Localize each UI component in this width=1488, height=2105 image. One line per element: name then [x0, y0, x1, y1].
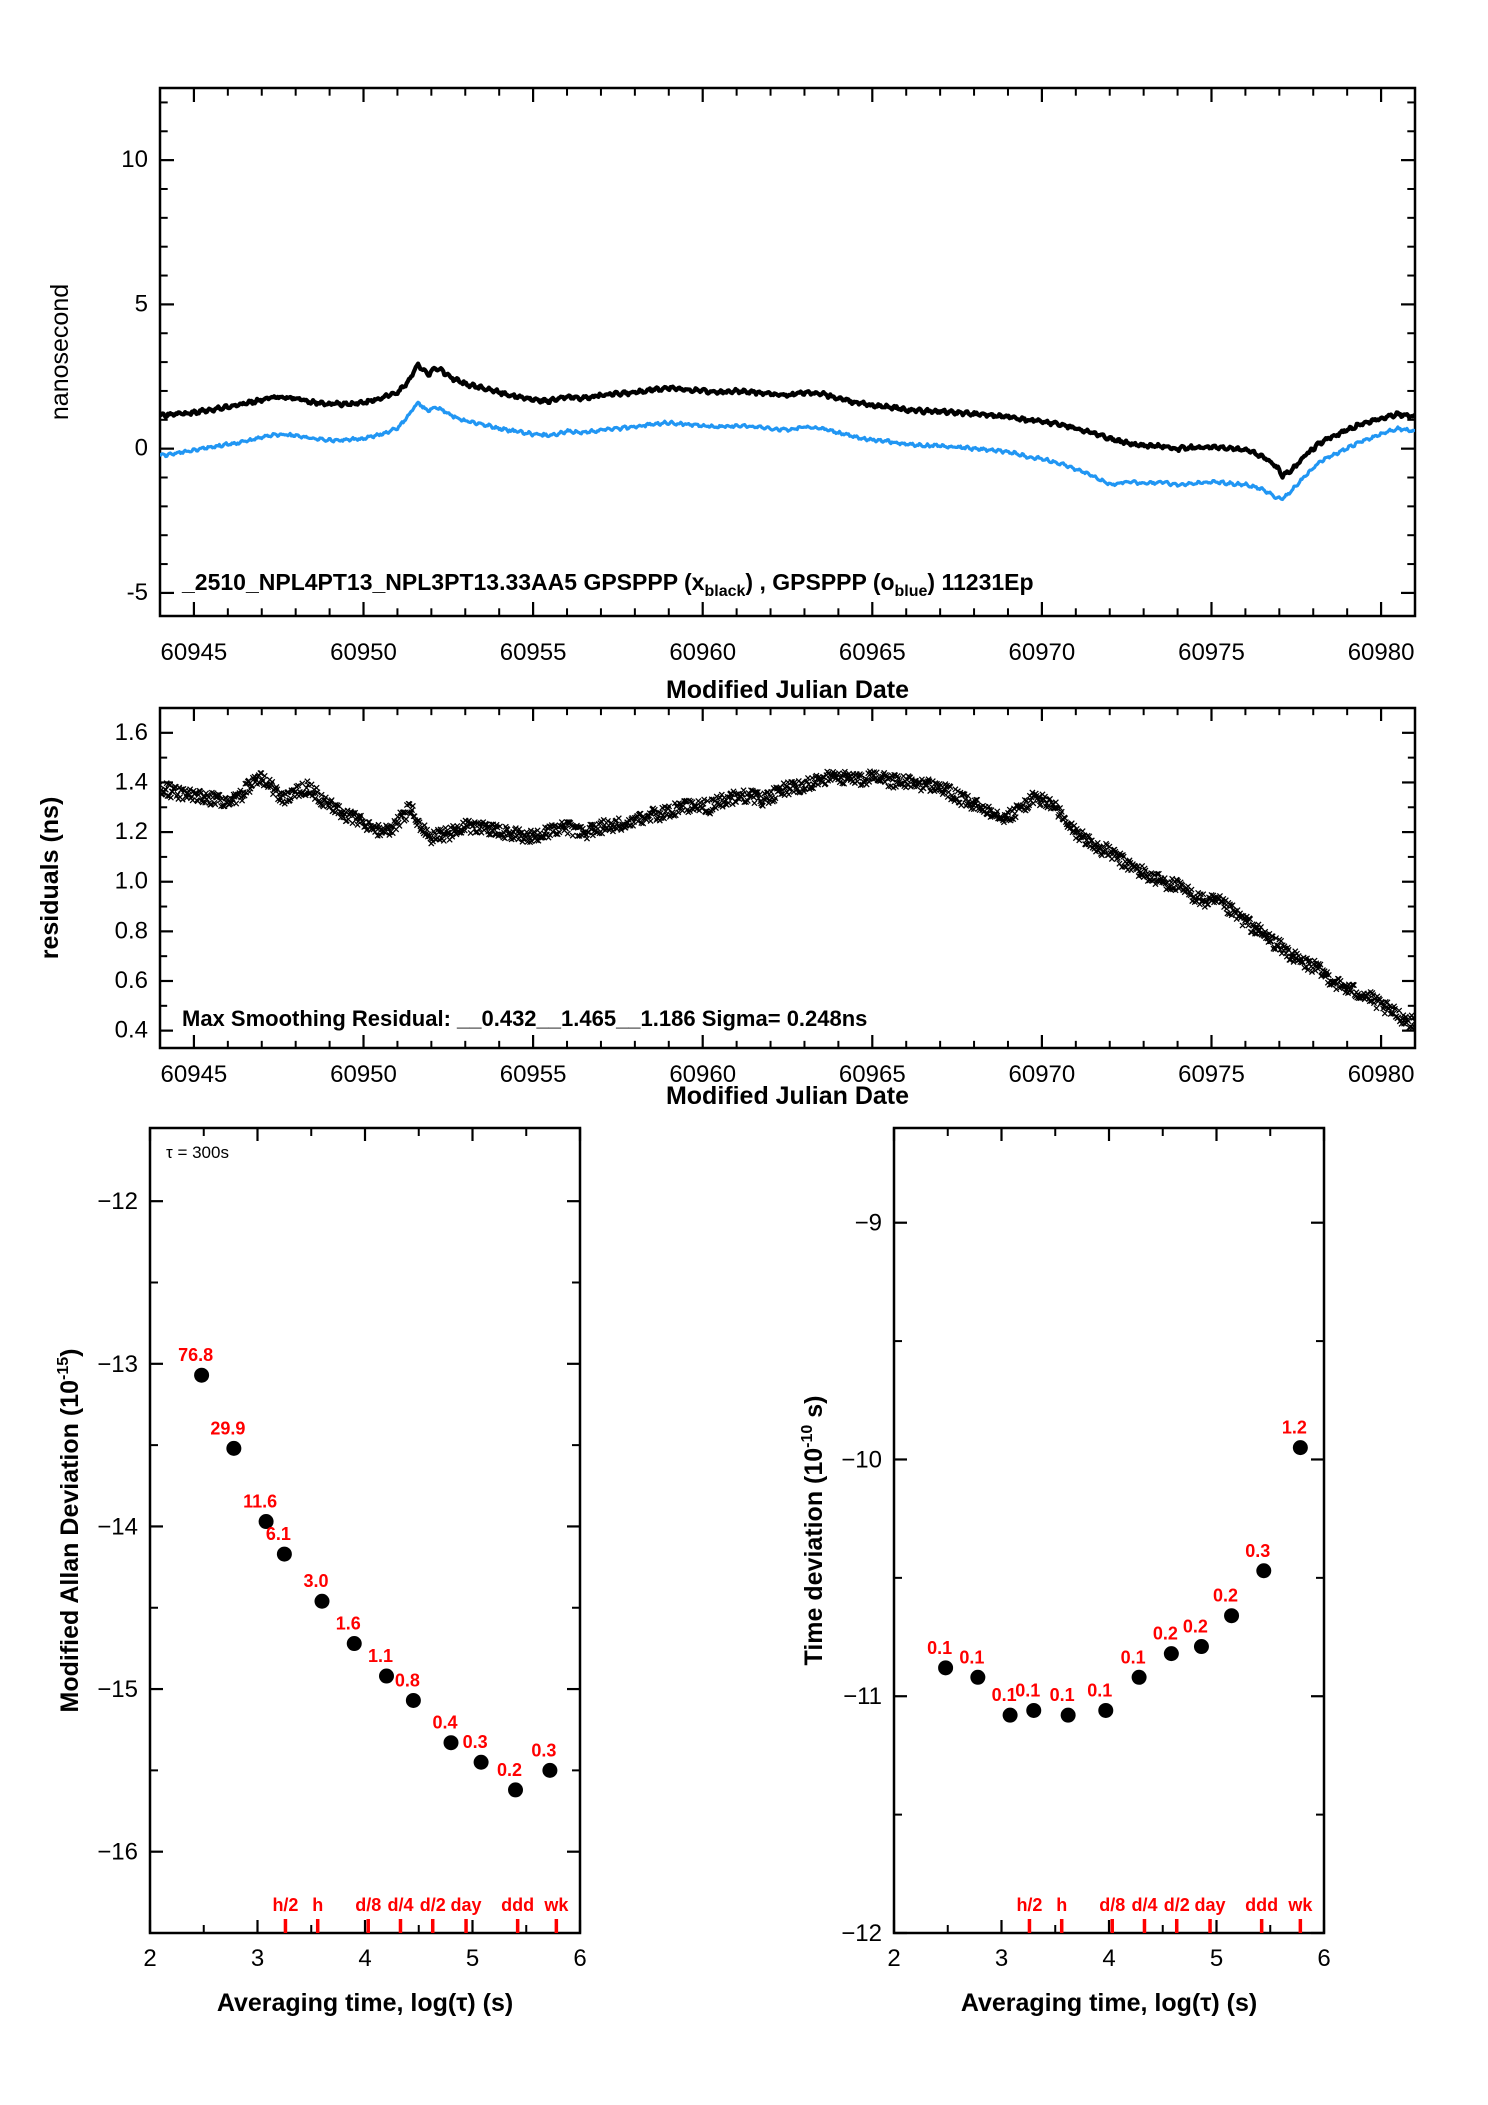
y-tick-label: 0.8	[114, 917, 148, 945]
x-tick-label: 60950	[330, 639, 397, 666]
y-tick-label: −12	[841, 1920, 882, 1947]
y-tick-label: −12	[97, 1188, 138, 1216]
point-label: 0.1	[959, 1647, 985, 1668]
time-marker-label: d/4	[387, 1895, 414, 1915]
y-axis-label: nanosecond	[46, 283, 74, 421]
data-point	[1098, 1703, 1113, 1718]
y-tick-label: −9	[854, 1209, 882, 1237]
y-tick-label: 0.6	[114, 966, 148, 994]
data-point	[1224, 1608, 1239, 1623]
data-point	[1293, 1440, 1308, 1455]
time-marker-label: h	[312, 1895, 324, 1915]
time-marker-label: d/8	[355, 1895, 382, 1915]
y-tick-label: 1.6	[114, 718, 148, 746]
x-tick-label: 60945	[160, 639, 228, 666]
x-tick-label: 5	[1209, 1945, 1224, 1972]
data-point	[406, 1693, 421, 1708]
y-tick-label: 10	[121, 146, 148, 174]
residuals-panel	[0, 690, 1488, 1110]
point-label: 0.3	[1245, 1540, 1271, 1561]
time-marker-label: d/2	[419, 1895, 446, 1915]
y-tick-label: 5	[134, 290, 148, 318]
data-point	[542, 1763, 557, 1778]
data-point	[474, 1755, 489, 1770]
data-point	[277, 1547, 292, 1562]
x-tick-label: 6	[573, 1945, 587, 1972]
data-point	[508, 1782, 523, 1797]
mdev-plot-svg	[0, 1110, 744, 2105]
x-tick-label: 60980	[1347, 639, 1415, 666]
x-tick-label: 60975	[1178, 639, 1245, 666]
point-label: 0.3	[531, 1740, 557, 1761]
time-marker-label: day	[450, 1895, 482, 1915]
data-point	[347, 1636, 362, 1651]
x-axis-label: Modified Julian Date	[665, 676, 910, 700]
x-tick-label: 60960	[669, 1061, 737, 1088]
point-label: 3.0	[303, 1571, 329, 1592]
y-axis-label: residuals (ns)	[36, 796, 64, 960]
y-axis-label	[799, 1396, 828, 1666]
point-label: 1.2	[1281, 1417, 1307, 1438]
plot-frame	[160, 708, 1415, 1048]
time-marker-label: d/2	[1163, 1895, 1190, 1915]
time-marker-label: h	[1056, 1895, 1068, 1915]
time-marker-label: h/2	[272, 1895, 299, 1915]
point-label: 0.2	[1182, 1616, 1208, 1637]
x-axis-label: Averaging time, log(τ) (s)	[960, 1989, 1258, 2017]
point-label: 0.1	[1087, 1680, 1113, 1701]
data-point	[1256, 1563, 1271, 1578]
phase-panel	[0, 0, 1488, 700]
time-marker-label: h/2	[1016, 1895, 1043, 1915]
point-label: 0.2	[496, 1759, 523, 1780]
point-label: 0.1	[1015, 1680, 1041, 1701]
point-label: 6.1	[265, 1524, 291, 1545]
point-label: 1.6	[335, 1613, 361, 1634]
y-tick-label: −11	[843, 1683, 882, 1711]
tdev-panel	[744, 1110, 1488, 2105]
y-tick-label: −16	[97, 1838, 138, 1866]
x-tick-label: 60965	[838, 1061, 906, 1088]
data-point	[194, 1368, 209, 1383]
point-label: 29.9	[210, 1418, 246, 1439]
point-label: 0.1	[1049, 1685, 1075, 1706]
x-tick-label: 5	[465, 1945, 480, 1972]
x-tick-label: 60955	[499, 1061, 567, 1088]
data-point	[226, 1441, 241, 1456]
x-tick-label: 60980	[1347, 1061, 1415, 1088]
x-axis-label: Modified Julian Date	[665, 1082, 910, 1110]
y-tick-label: 0	[134, 434, 148, 462]
data-point	[1194, 1639, 1209, 1654]
x-tick-label: 2	[143, 1945, 157, 1972]
time-marker-label: wk	[544, 1895, 569, 1915]
data-point	[379, 1669, 394, 1684]
x-tick-label: 60965	[838, 639, 906, 666]
y-tick-label: 1.4	[114, 768, 148, 796]
x-tick-label: 60970	[1008, 1061, 1076, 1088]
point-label: 0.3	[462, 1732, 488, 1753]
tau-note: τ = 300s	[166, 1143, 229, 1162]
tdev-plot-svg	[744, 1110, 1488, 2105]
plot-frame	[894, 1128, 1324, 1933]
x-tick-label: 60950	[330, 1061, 397, 1088]
point-label: 0.1	[991, 1685, 1017, 1706]
x-tick-label: 60975	[1178, 1061, 1245, 1088]
x-axis-label: Averaging time, log(τ) (s)	[216, 1989, 514, 2017]
data-point	[315, 1594, 330, 1609]
point-label: 0.2	[1152, 1623, 1178, 1644]
data-point	[1164, 1646, 1179, 1661]
time-marker-label: ddd	[1245, 1895, 1279, 1915]
time-marker-label: day	[1194, 1895, 1226, 1915]
data-point	[1061, 1708, 1076, 1723]
y-tick-label: 1.2	[114, 818, 148, 846]
data-point	[1003, 1708, 1018, 1723]
point-label: 0.1	[1120, 1647, 1146, 1668]
y-tick-label: −15	[97, 1676, 138, 1704]
data-point	[1132, 1670, 1147, 1685]
y-tick-label: -5	[126, 578, 148, 606]
plot-frame	[160, 88, 1415, 616]
x-tick-label: 3	[994, 1945, 1009, 1972]
time-marker-label: ddd	[501, 1895, 535, 1915]
y-tick-label: −13	[97, 1350, 138, 1378]
data-point	[444, 1735, 459, 1750]
mdev-panel	[0, 1110, 744, 2105]
point-label: 11.6	[243, 1491, 278, 1512]
point-label: 76.8	[178, 1345, 214, 1366]
point-label: 1.1	[367, 1646, 394, 1667]
plot-frame	[150, 1128, 580, 1933]
svg-text:Time deviation (10-10 s): Time deviation ($10^{-10}$ s)	[799, 1395, 828, 1666]
x-tick-label: 60955	[499, 639, 567, 666]
x-tick-label: 60960	[669, 639, 737, 666]
data-point	[1026, 1703, 1041, 1718]
y-tick-label: −14	[97, 1513, 138, 1541]
point-label: 0.1	[927, 1637, 953, 1658]
x-tick-label: 4	[358, 1945, 372, 1972]
x-tick-label: 60970	[1008, 639, 1076, 666]
y-tick-label: −10	[841, 1446, 882, 1474]
data-point	[938, 1660, 953, 1675]
point-label: 0.8	[394, 1670, 420, 1691]
time-marker-label: d/4	[1131, 1895, 1158, 1915]
point-label: 0.2	[1213, 1585, 1239, 1606]
x-tick-label: 60945	[160, 1061, 228, 1088]
x-tick-label: 2	[887, 1945, 901, 1972]
phase-annotation: _2510_NPL4PT13_NPL3PT13.33AA5 GPSPPP $(x_{black})$ , GPSPPP $(o_{blue})$ 11231Ep	[182, 569, 1034, 600]
phase-plot-svg	[0, 0, 1488, 700]
point-label: 0.4	[432, 1712, 458, 1733]
x-tick-label: 3	[250, 1945, 265, 1972]
y-axis-label	[55, 1349, 84, 1713]
time-marker-label: wk	[1288, 1895, 1313, 1915]
residuals-plot-svg	[0, 690, 1488, 1110]
residual-annotation: Max Smoothing Residual: __0.432__1.465__1.186 Sigma= 0.248ns	[182, 1006, 868, 1031]
time-marker-label: d/8	[1099, 1895, 1126, 1915]
svg-text:Modified Allan Deviation (10-1: Modified Allan Deviation $(10^{-15})$	[55, 1348, 84, 1713]
y-tick-label: 0.4	[114, 1016, 148, 1044]
x-tick-label: 4	[1102, 1945, 1116, 1972]
x-tick-label: 6	[1317, 1945, 1331, 1972]
data-point	[970, 1670, 985, 1685]
y-tick-label: 1.0	[114, 867, 148, 895]
